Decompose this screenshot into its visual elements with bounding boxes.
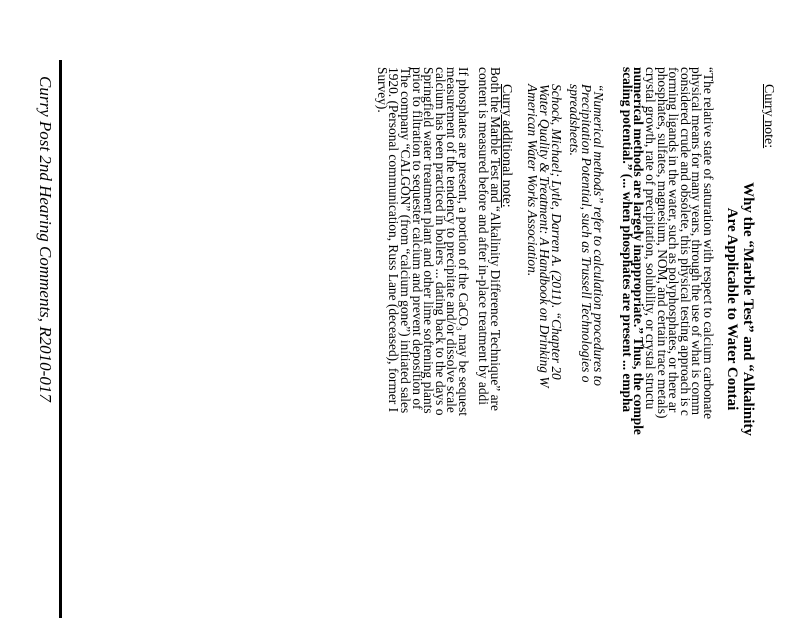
paragraph-phosphates	[376, 67, 469, 618]
title-line-1: Why the “Marble Test” and “Alkalinity	[740, 182, 756, 436]
text-line: scaling potential.” (... when phosphates are present ... empha	[619, 67, 635, 413]
text-line: Both the Marble Test and “Alkalinity Difference Technique” are	[488, 67, 503, 411]
footer-rule	[59, 60, 62, 618]
text-line: physical means for many years, through the use of what is comm	[689, 67, 705, 416]
text-line: “The relative state of saturation with respect to calcium carbonate	[701, 67, 716, 420]
page-footer: Curry Post 2nd Hearing Comments, R2010-017	[36, 76, 55, 402]
text-line: American Water Works Association.	[525, 84, 541, 277]
text-line: prior to filtration to sequester calcium and prevent deposition of	[409, 67, 425, 410]
text-line: Springfield water treatment plant and other lime softening plants	[421, 67, 437, 414]
text-line: measurement of the tendency to precipitate and/or dissolve scale	[444, 67, 460, 413]
text-line: The company “CALGON” (from “calcium gone”) initiated sales	[398, 67, 414, 414]
text-line: considered crude and obsolete, this physical testing approach is c	[677, 67, 693, 416]
text-line: Schock, Michael; Lytle, Darren A. (2011). “Chapter 20	[549, 84, 564, 380]
paragraph-quote	[621, 67, 714, 618]
text-line: Survey).	[374, 67, 390, 113]
text-line: “Numerical methods” refer to calculation procedures to	[591, 84, 606, 387]
text-line: numerical methods are largely inappropriate.” Thus, the comple	[631, 67, 647, 435]
text-line: crystal growth, rate of precipitation, solubility, or crystal structu	[643, 67, 659, 410]
paragraph-marble-test	[478, 67, 501, 618]
text-line: spreadsheets.	[567, 84, 583, 157]
citation	[527, 84, 562, 618]
text-line: forming ligands in the water, such as polyphosphates, or there ar	[666, 67, 682, 413]
curry-additional-note-label: Curry additional note:	[499, 84, 514, 208]
numerical-methods-note	[569, 84, 604, 618]
text-line: content is measured before and after in-place treatment by addi	[476, 67, 492, 405]
title-line-2: Are Applicable to Water Contai	[724, 207, 740, 411]
text-line: 1920. (Personal communication, Russ Lane (deceased), former I	[386, 67, 402, 413]
text-line: If phosphates are present, a portion of the CaCO₃ may be sequest	[456, 67, 471, 417]
curry-note-label: Curry note:	[761, 84, 776, 149]
text-line: phosphates, sulfates, magnesium, NOM, and certain trace metals)	[654, 67, 670, 419]
text-line: Water Quality & Treatment: A Handbook on Drinking W	[537, 84, 553, 388]
text-line: calcium has been practiced in boilers ... dating back to the days o	[432, 67, 448, 416]
text-line: Precipitation Potential, such as Trussell Technologies o	[579, 84, 595, 383]
